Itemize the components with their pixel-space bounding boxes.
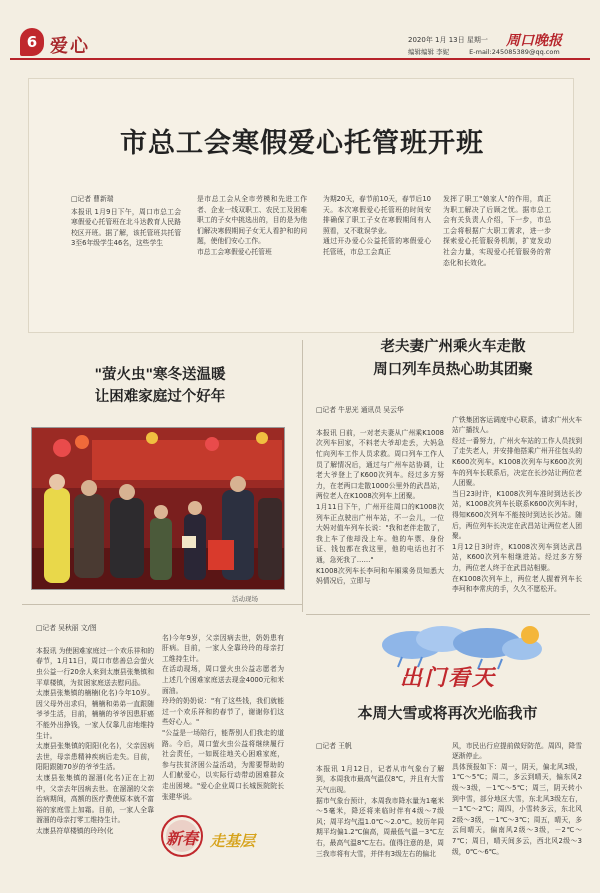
train-article-byline: □记者 牛思光 通讯员 吴云华 xyxy=(316,405,404,414)
train-article-text-2: 广铁集团客运调度中心联系，请求广州火车站广播找人。 经过一番努力，广州火车站的工作人员找到了走失老人，并安排他搭乘广州开往包头的K600次列车。K1008次列车与K600次列车的列车长联系后，决定在长沙站让两位老人团聚。 当日23时许，K1008次列车准时到达长沙站，K1008次列车长联系K600次列车时，得知K600次列车不能按时到达长沙站。随后，两位列车长决定在武昌站让两位老人团聚。 1月12日3时许，K1008次列车到达武昌站，K600次列车相继进站。经过多方努力，两位老人终于在武昌站相聚。 在K1008次列车上，两位老人握着列车长李珂和李常庆的手，久久不愿松开。 xyxy=(452,415,582,594)
email-line: E-mail:245085389@qq.com xyxy=(469,48,560,56)
weather-banner xyxy=(372,623,547,703)
weather-article-byline: □记者 王帆 xyxy=(316,741,352,750)
firefly-title-line-1: "萤火虫"寒冬送温暖 xyxy=(94,367,226,383)
lead-article-text-2: 是市总工会从全市劳模和先进工作者、企业一线双职工、农民工及困难职工的子女中挑选出的，目的是为他们解决寒假期间子女无人看护和的问题，使他们安心工作。 市总工会寒假爱心托管班 xyxy=(197,195,307,256)
weather-article-text-2: 风，市民出行应提前做好防范。周四，降雪逐渐停止。 具体预报如下：周一，阴天，偏北风3级，1℃～5℃；周二，多云到晴天，偏东风2级～3级，－1℃～5℃；周三，阴天转小到中雪，部分地区大雪，东北风3级左右，－1℃～2℃；周四，小雪转多云，东北风2级～3级，－1℃～3℃；周五，晴天，多云间晴天，偏南风2级～3级，－2℃～7℃；周日，晴天间多云，西北风2级～3级，0℃～6℃。 xyxy=(452,741,582,856)
stamp-text-2: 走基层 xyxy=(210,832,256,850)
firefly-article-text-1: 本报讯 为使困难家庭过一个欢乐祥和的春节，1月11日，周口市慈善总会萤火虫公益一行20余人来到太康县张集镇和平草楼镇，为贫困家庭送去慰问品。 太康县张集镇的楠楠(化名)今年10岁。因父母外出求归，楠楠和弟弟一直跟随爷爷生活，目前，楠楠的爷爷因患肝癌不能外出挣钱，一家人仅靠几亩地维持生计。 太康县张集镇的阳阳(化名)，父亲因病去世，母亲患精神疾病后走失。目前，阳阳跟随70岁的爷爷生活。 太康县张集镇的溜溜(化名)正在上初中，父亲去年因病去世。在溜溜的父亲治病期间，高额的医疗费使原本就不富裕的家庭雪上加霜。目前，一家人全靠溜溜的母亲打零工维持生计。 太康县符草楼镇的玲玲(化 xyxy=(36,646,154,835)
weather-article-title: 本周大雪或将再次光临我市 xyxy=(357,704,538,722)
weather-article-text-1: 本报讯 1月12日，记者从市气象台了解到，本周我市最高气温仅8℃，并且有大雪天气出现。 据市气象台预计，本周我市降水量为1毫米～5毫米，降还将来临时伴有4级～7级风；周平均气温1.0℃～2.0℃。较历年同期平均偏1.2℃偏高，周最低气温－3℃左右，最高气温8℃左右。值得注意的是，周三我市将有大雪，并伴有3级左右的偏北 xyxy=(316,764,444,858)
event-photo xyxy=(31,427,285,590)
lead-article-text-4: 发挥了职工"娘家人"的作用，真正为职工解决了后顾之忧。据市总工会有关负责人介绍，下一步，市总工会将根据广大职工需求，进一步探索爱心托管服务机制，扩宽发动社会力量，实现爱心托管服务的常态化和长效化。 xyxy=(443,195,551,267)
firefly-article-col-1 xyxy=(36,612,154,847)
weather-article-col-2 xyxy=(452,730,582,868)
firefly-title-line-2: 让困难家庭过个好年 xyxy=(94,389,226,405)
lead-article-col-3 xyxy=(323,194,431,258)
left-section-rule xyxy=(22,604,302,605)
firefly-article-text-2: 名)今年9岁，父亲因病去世，奶奶患有肝病。目前，一家人全靠玲玲的母亲打工维持生计。 在活动现场，周口萤火虫公益志愿者为上述几个困难家庭送去现金4000元和米面油。 玲玲的奶奶说："有了这些钱，我们就能过一个欢乐祥和的春节了，谢谢你们这些好心人。" "公益是一场陪行，能帮别人们我走的道路。今后，周口萤火虫公益将继续履行社会责任，一如既往地关心困难家庭，参与扶贫济困公益活动，为需要帮助的人们献爱心，以实际行动带动困难群众走出困境。"爱心企业周口长城医院院长张建华说。 xyxy=(162,633,284,801)
train-article-text-1: 本报讯 日前，一对老夫妻从广州乘K1008次列车回家，不料老大爷却走丢，大妈急忙向列车工作人员求救。周口列车工作人员了解情况后，通过与广州车站协调，让老大爷登上了K600次列车。经过多方努力，在老两口走散1000公里外的武昌站，两位老人在K1008次列车上团聚。 1月11日下午，广州开往周口的K1008次列车正点驶出广州车站，不一会儿，一位大妈对值车列车长说："我和老伴走散了，我上车了他却没上车。他的车票、身份证、钱包都在我这里，他的电话也打不通，急死我了……" K1008次列车长李珂和车厢乘务员知悉大妈情况后，立即与 xyxy=(316,428,444,586)
event-photo-illustration xyxy=(32,428,285,590)
right-section-rule xyxy=(306,614,590,615)
lead-article-byline: □记者 曹新瑞 xyxy=(71,195,114,203)
lead-article-text-3: 为期20天，春节前10天，春节后10天。本次寒假爱心托管班的时间安排确保了职工子女在寒假期间有人照看，又不耽误学业。 通过开办爱心公益托管的寒假爱心托管班，市总工会真正 xyxy=(323,195,431,256)
lead-article-col-4 xyxy=(443,194,551,268)
firefly-article-title xyxy=(30,364,290,408)
train-title-line-1: 老夫妻广州乘火车走散 xyxy=(380,339,526,355)
weather-article-col-1 xyxy=(316,730,444,870)
header-rule xyxy=(10,58,590,60)
train-title-line-2: 周口列车员热心助其团聚 xyxy=(373,362,533,378)
lead-article-col-2 xyxy=(197,194,307,258)
editor-line: 编辑编辑 李妮 xyxy=(408,48,450,56)
lead-article-text-1: 本报讯 1月9日下午，周口市总工会寒假爱心托管班在北斗达教育人民路校区开班。据了解，该托管班共托管3至6年级学生46名，这些学生 xyxy=(71,207,181,248)
section-title: 爱心 xyxy=(50,36,90,57)
stamp-text-1: 新春 xyxy=(166,829,199,848)
date-line: 2020年 1月 13日 星期一 xyxy=(408,36,488,44)
lead-article-title: 市总工会寒假爱心托管班开班 xyxy=(120,128,484,159)
firefly-article-col-2 xyxy=(162,622,284,812)
photo-caption: 活动现场 xyxy=(232,595,258,603)
newspaper-masthead: 周口晚报 xyxy=(506,33,562,49)
new-year-grassroots-stamp xyxy=(158,812,278,860)
weather-banner-text: 出门看天 xyxy=(400,665,497,691)
column-divider xyxy=(302,340,303,612)
page-header xyxy=(0,0,600,58)
page-number-badge: 6 xyxy=(20,28,44,56)
lead-article-col-1 xyxy=(71,194,181,249)
train-article-col-2 xyxy=(452,404,582,605)
lead-article xyxy=(28,78,574,333)
firefly-article-byline: □记者 吴秋丽 文/图 xyxy=(36,623,97,632)
train-article-title xyxy=(318,336,588,382)
train-article-col-1 xyxy=(316,394,444,597)
